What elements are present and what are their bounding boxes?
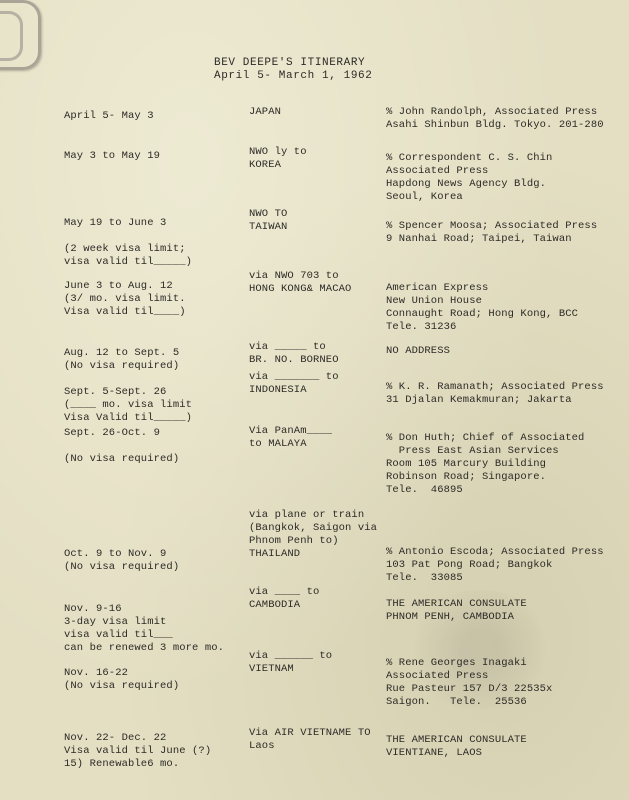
row-dates: Oct. 9 to Nov. 9 (No visa required)	[64, 548, 180, 573]
row-route: via plane or train (Bangkok, Saigon via Phnom Penh to) THAILAND	[249, 509, 378, 560]
row-route: via _____ to BR. NO. BORNEO	[249, 341, 339, 366]
itinerary-title: BEV DEEPE'S ITINERARY	[214, 57, 366, 69]
row-dates: Nov. 22- Dec. 22 Visa valid til June (?) 15) Renewable6 mo.	[64, 732, 212, 770]
row-dates: April 5- May 3	[64, 110, 154, 122]
row-contact: % Correspondent C. S. Chin Associated Press Hapdong News Agency Bldg. Seoul, Korea	[386, 152, 553, 203]
row-dates: May 3 to May 19	[64, 150, 161, 162]
row-route: via ____ to CAMBODIA	[249, 586, 320, 611]
row-contact: % Don Huth; Chief of Associated Press East Asian Services Room 105 Marcury Building Robinson Road; Singapore. Tele. 46895	[386, 432, 585, 496]
row-contact: THE AMERICAN CONSULATE VIENTIANE, LAOS	[386, 734, 527, 759]
row-dates: Aug. 12 to Sept. 5 (No visa required)	[64, 347, 180, 372]
row-dates: Nov. 9-16 3-day visa limit visa valid til___ can be renewed 3 more mo.	[64, 603, 225, 654]
row-dates: Nov. 16-22 (No visa required)	[64, 667, 180, 692]
row-route: via NWO 703 to HONG KONG& MACAO	[249, 270, 352, 295]
row-route: NWO TO TAIWAN	[249, 208, 288, 233]
itinerary-date-range: April 5- March 1, 1962	[214, 70, 373, 82]
row-contact: % Antonio Escoda; Associated Press 103 Pat Pong Road; Bangkok Tele. 33085	[386, 546, 604, 584]
row-contact: % K. R. Ramanath; Associated Press 31 Djalan Kemakmuran; Jakarta	[386, 381, 604, 406]
row-dates: May 19 to June 3 (2 week visa limit; visa valid til_____)	[64, 217, 193, 268]
row-route: via _______ to INDONESIA	[249, 371, 339, 396]
row-contact: % John Randolph, Associated Press Asahi Shinbun Bldg. Tokyo. 201-280	[386, 106, 604, 131]
row-dates: June 3 to Aug. 12 (3/ mo. visa limit. Visa valid til____)	[64, 280, 186, 318]
row-route: via ______ to VIETNAM	[249, 650, 333, 675]
row-contact: % Spencer Moosa; Associated Press 9 Nanhai Road; Taipei, Taiwan	[386, 220, 598, 245]
row-contact: American Express New Union House Connaught Road; Hong Kong, BCC Tele. 31236	[386, 282, 579, 333]
row-route: NWO ly to KOREA	[249, 146, 307, 171]
row-contact: NO ADDRESS	[386, 345, 451, 357]
row-route: Via PanAm____ to MALAYA	[249, 425, 333, 450]
row-contact: % Rene Georges Inagaki Associated Press Rue Pasteur 157 D/3 22535x Saigon. Tele. 25536	[386, 657, 553, 708]
row-dates: Sept. 5-Sept. 26 (____ mo. visa limit Visa Valid til_____)	[64, 386, 193, 424]
row-dates: Sept. 26-Oct. 9 (No visa required)	[64, 427, 180, 465]
row-contact: THE AMERICAN CONSULATE PHNOM PENH, CAMBODIA	[386, 598, 527, 623]
row-route: Via AIR VIETNAME TO Laos	[249, 727, 371, 752]
row-route: JAPAN	[249, 106, 282, 118]
paper-clip	[0, 0, 41, 70]
